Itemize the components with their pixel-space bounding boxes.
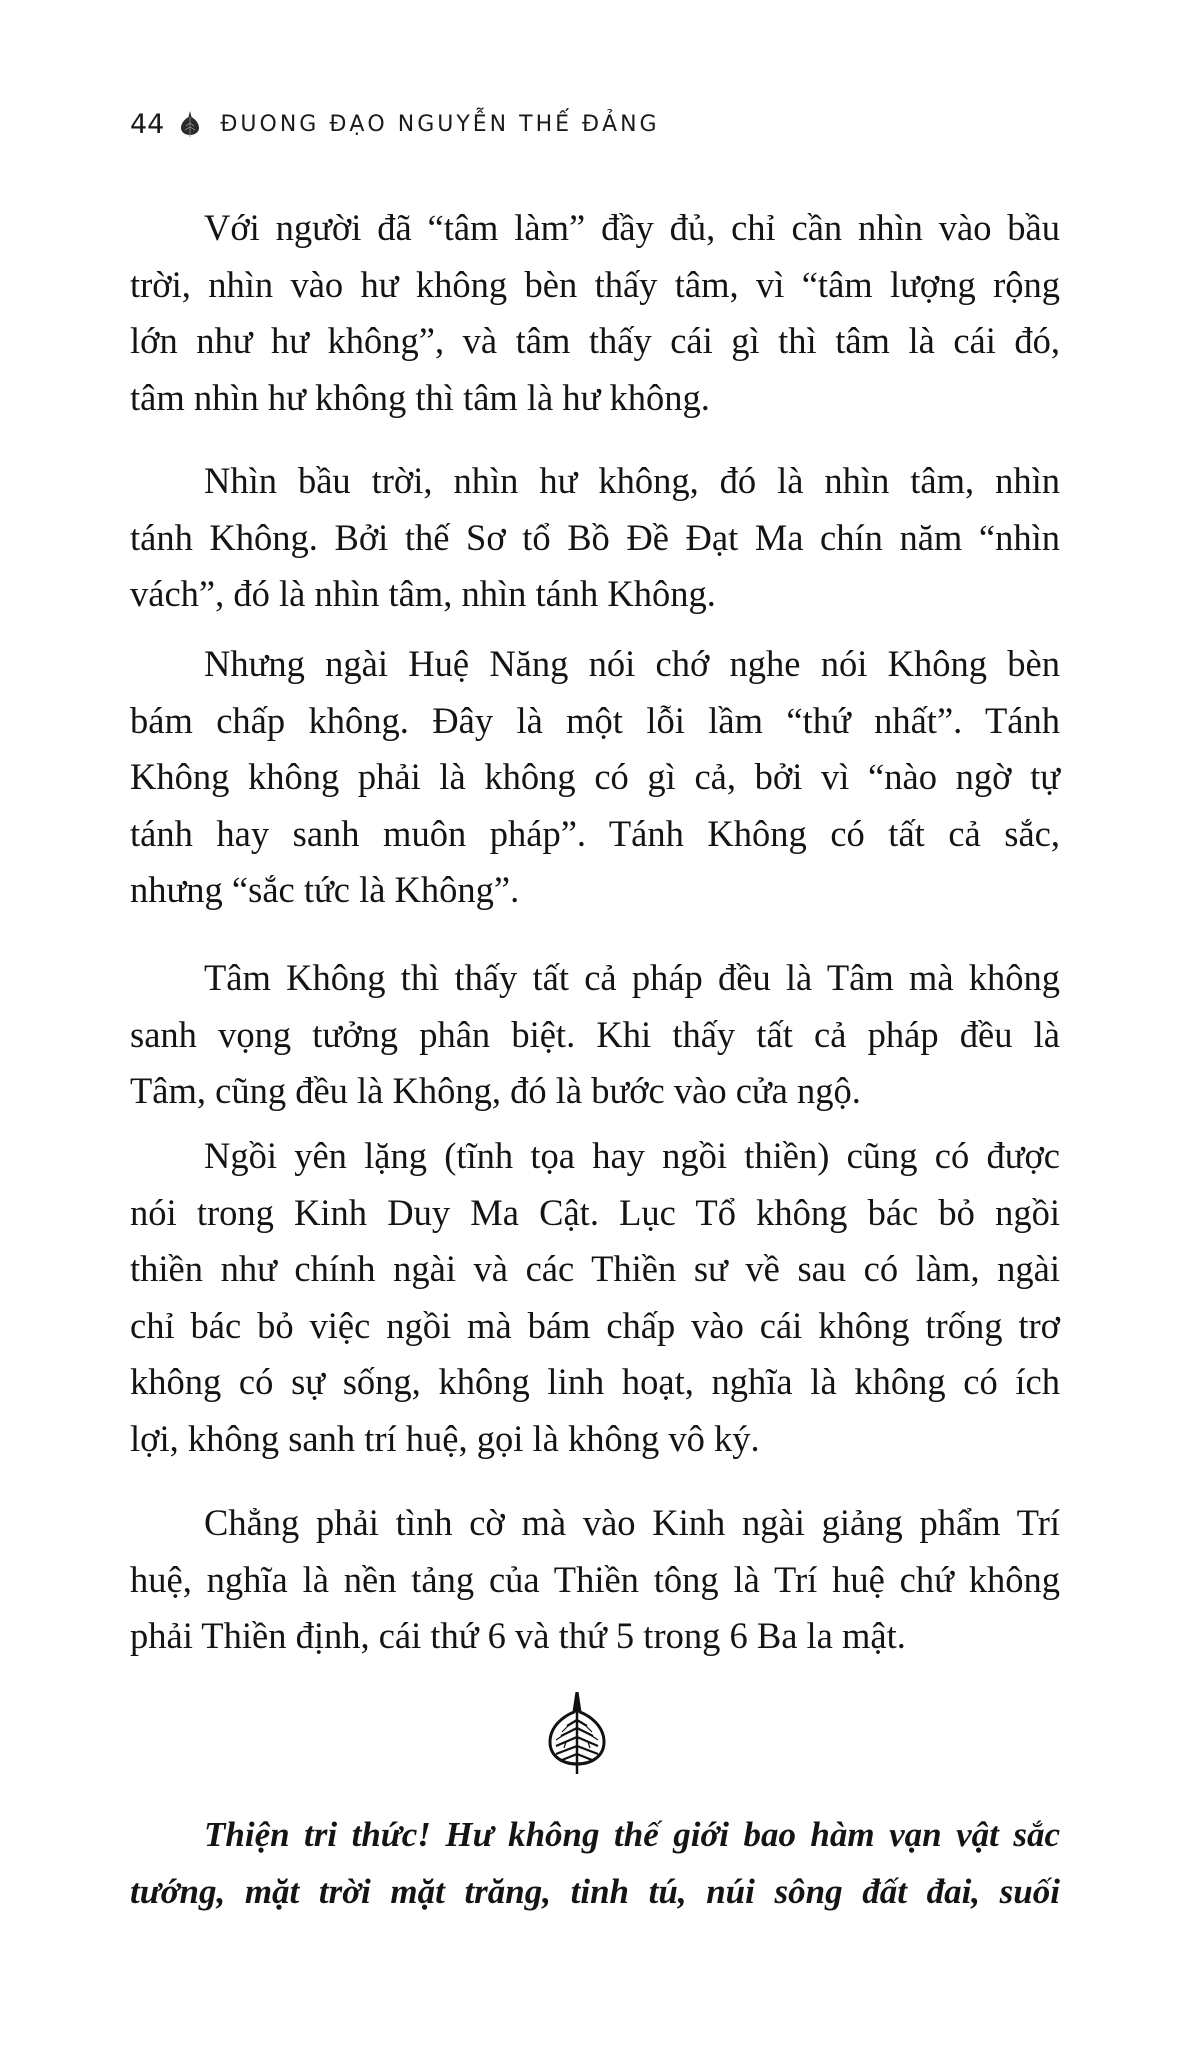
text-line: thiền như chính ngài và các Thiền sư về sau có làm, ngài <box>130 1248 1060 1289</box>
text-line: Với người đã “tâm làm” đầy đủ, chỉ cần nhìn vào bầu <box>204 207 1060 248</box>
text-line: Chẳng phải tình cờ mà vào Kinh ngài giảng phẩm Trí <box>204 1502 1060 1543</box>
paragraph-2 <box>130 453 1060 623</box>
text-line: sanh vọng tưởng phân biệt. Khi thấy tất cả pháp đều là <box>130 1013 1060 1055</box>
text-line: nói trong Kinh Duy Ma Cật. Lục Tổ không bác bỏ ngồi <box>130 1191 1060 1233</box>
text-line: tướng, mặt trời mặt trăng, tinh tú, núi sông đất đai, suối <box>130 1871 1060 1911</box>
paragraph-1 <box>130 200 1060 426</box>
paragraph-3 <box>130 636 1060 919</box>
text-line: tánh Không. Bởi thế Sơ tổ Bồ Đề Đạt Ma chín năm “nhìn <box>130 516 1060 558</box>
text-line: huệ, nghĩa là nền tảng của Thiền tông là Trí huệ chứ không <box>130 1558 1060 1600</box>
italic-quote <box>130 1806 1060 1919</box>
text-line: tánh hay sanh muôn pháp”. Tánh Không có tất cả sắc, <box>130 812 1060 854</box>
text-line: Tâm, cũng đều là Không, đó là bước vào cửa ngộ. <box>130 1070 861 1111</box>
text-line: Nhưng ngài Huệ Năng nói chớ nghe nói Không bèn <box>204 643 1060 684</box>
page-number: 44 <box>130 108 165 140</box>
paragraph-6 <box>130 1495 1060 1665</box>
text-line: vách”, đó là nhìn tâm, nhìn tánh Không. <box>130 573 716 614</box>
text-line: Tâm Không thì thấy tất cả pháp đều là Tâm mà không <box>204 957 1060 998</box>
paragraph-5 <box>130 1128 1060 1467</box>
bodhi-leaf-icon <box>180 111 200 137</box>
text-line: lợi, không sanh trí huệ, gọi là không vô ký. <box>130 1417 760 1459</box>
text-line: tâm nhìn hư không thì tâm là hư không. <box>130 376 710 418</box>
text-line: trời, nhìn vào hư không bèn thấy tâm, vì “tâm lượng rộng <box>130 263 1060 305</box>
text-line: Nhìn bầu trời, nhìn hư không, đó là nhìn tâm, nhìn <box>204 460 1060 501</box>
text-line: lớn như hư không”, và tâm thấy cái gì thì tâm là cái đó, <box>130 320 1060 361</box>
text-line: phải Thiền định, cái thứ 6 và thứ 5 trong 6 Ba la mật. <box>130 1615 906 1656</box>
text-line: bám chấp không. Đây là một lỗi lầm “thứ nhất”. Tánh <box>130 699 1060 741</box>
text-line: Ngồi yên lặng (tĩnh tọa hay ngồi thiền) cũng có được <box>204 1135 1060 1176</box>
text-line: chỉ bác bỏ việc ngồi mà bám chấp vào cái không trống trơ <box>130 1304 1060 1346</box>
text-line: không có sự sống, không linh hoạt, nghĩa là không có ích <box>130 1361 1060 1402</box>
running-header <box>130 104 660 144</box>
running-title: ĐUONG ĐẠO NGUYỄN THẾ ĐẢNG <box>220 111 660 137</box>
bodhi-leaf-icon <box>548 1692 606 1774</box>
paragraph-4 <box>130 950 1060 1120</box>
text-line: Thiện tri thức! Hư không thế giới bao hàm vạn vật sắc <box>204 1815 1060 1854</box>
text-line: nhưng “sắc tức là Không”. <box>130 869 520 910</box>
text-line: Không không phải là không có gì cả, bởi vì “nào ngờ tự <box>130 756 1060 797</box>
